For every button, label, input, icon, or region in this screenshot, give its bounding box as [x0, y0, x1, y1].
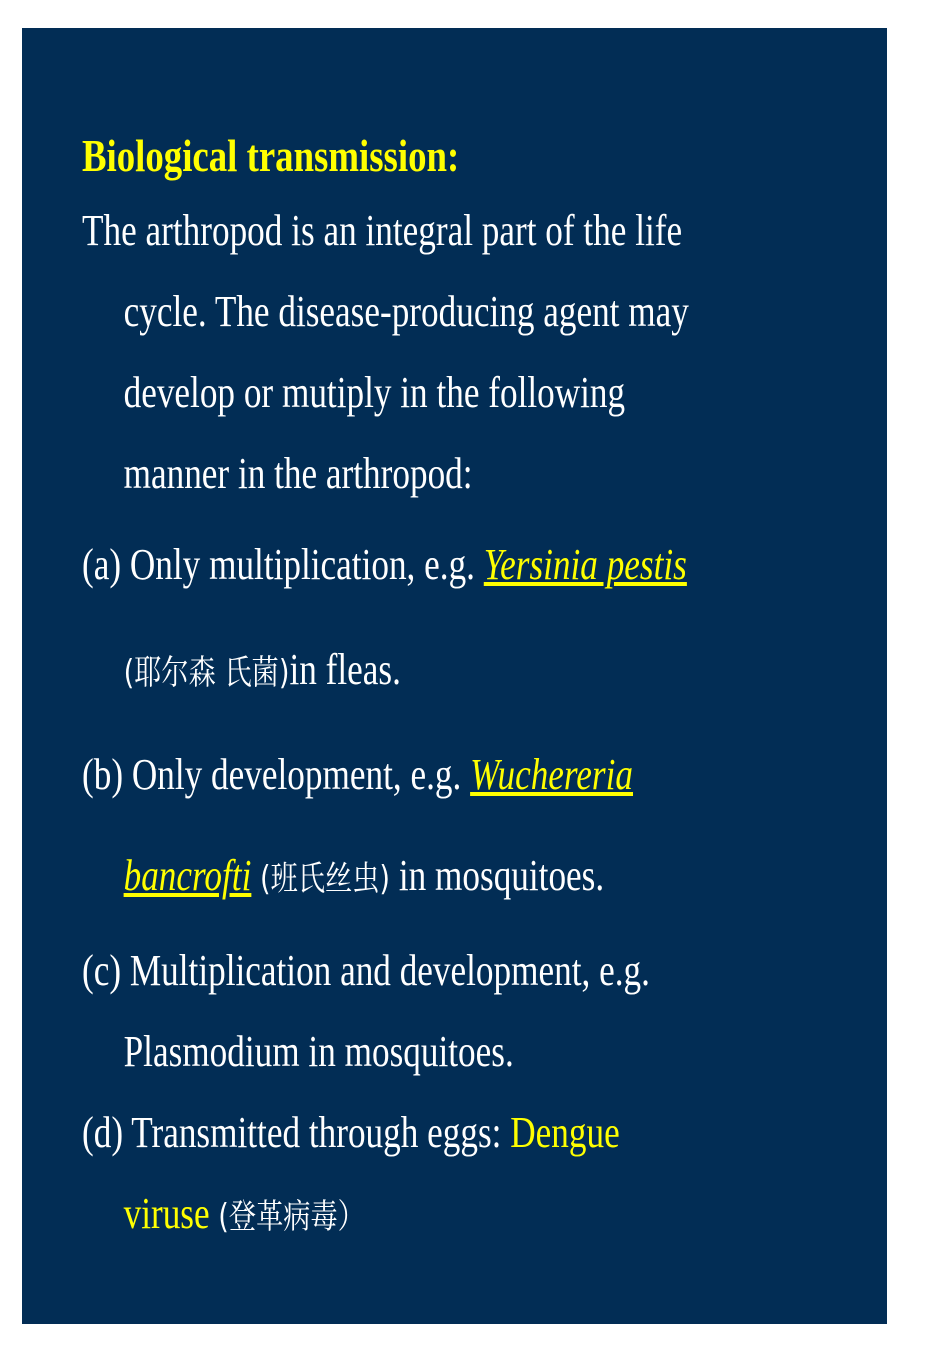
- item-b-chinese: (班氏丝虫): [251, 859, 391, 899]
- wuchereria-bancrofti-link[interactable]: Wuchereria bancrofti: [123, 750, 634, 900]
- slide-content: [82, 126, 714, 1258]
- list-item-a: [82, 514, 714, 724]
- item-b-suffix: in mosquitoes.: [390, 851, 605, 900]
- slide-title: Biological transmission:: [82, 130, 460, 181]
- item-d-chinese: (登革病毒）: [209, 1197, 365, 1237]
- yersinia-pestis-link[interactable]: Yersinia pestis: [483, 540, 687, 589]
- list-item-d: [82, 1092, 714, 1258]
- slide: [22, 28, 887, 1324]
- item-a-suffix: in fleas.: [289, 645, 401, 694]
- item-a-chinese: (耶尔森 氏菌): [123, 653, 290, 693]
- list-item-c: (c) Multiplication and development, e.g. Plasmodium in mosquitoes.: [82, 946, 650, 1076]
- intro-paragraph: The arthropod is an integral part of the life cycle. The disease-producing agent may develop or mutiply in the following manner in the arthropod:: [82, 206, 689, 498]
- item-d-prefix: (d) Transmitted through eggs:: [82, 1108, 511, 1157]
- item-b-prefix: (b) Only development, e.g.: [82, 750, 471, 799]
- dengue-viruse-text: Dengue viruse: [123, 1108, 620, 1238]
- list-item-b: [82, 724, 714, 930]
- item-a-prefix: (a) Only multiplication, e.g.: [82, 540, 484, 589]
